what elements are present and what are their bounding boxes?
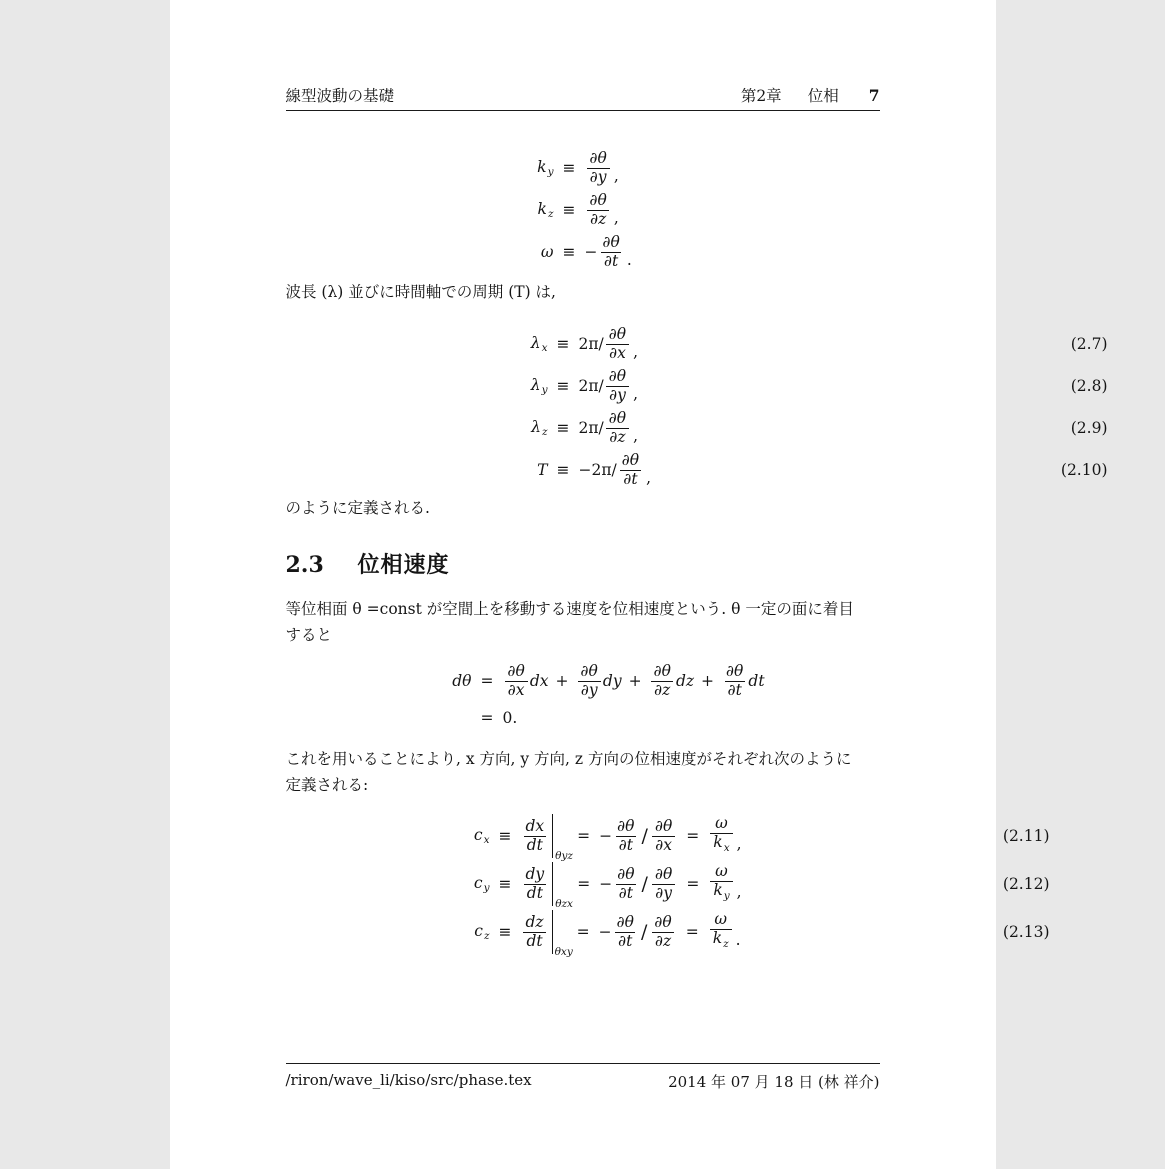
math-token: . (626, 251, 632, 269)
fraction: $\frac{\partial\theta}{\partial x}$ (606, 326, 629, 363)
paragraph-using-this (286, 746, 880, 798)
math-token: dz (675, 672, 695, 690)
fraction: $\frac{\partial\theta}{\partial t}$ (602, 233, 620, 270)
equation-total-differential (286, 658, 880, 732)
equation-row (514, 449, 1108, 491)
fraction: $\frac{dx}{dt}$ (525, 817, 545, 854)
equation-lhs (520, 158, 554, 179)
evaluated-at-bar: θxy (552, 910, 568, 954)
equation-number: (2.12) (1002, 875, 1050, 893)
text-line: 波長 (λ) 並びに時間軸での周期 (T) は, (285, 283, 556, 301)
paragraph-wavelength-intro (286, 279, 880, 305)
math-token: 2π/ (578, 377, 604, 395)
math-token: 2π/ (578, 335, 604, 353)
math-token: 2π/ (578, 419, 604, 437)
math-token: ≡ (562, 243, 576, 261)
math-token: + (555, 672, 569, 690)
math-token: T (537, 461, 548, 479)
equation-row (438, 658, 880, 704)
text-line: 定義される: (285, 776, 369, 794)
header-right-group (741, 84, 880, 106)
section-number: 2.3 (285, 552, 324, 578)
math-token: dt (748, 672, 765, 690)
header-chapter: 第2章 (740, 87, 782, 105)
math-token: ≡ (556, 461, 570, 479)
fraction: $\frac{\partial\theta}{\partial x}$ (652, 818, 675, 855)
math-token: − (598, 923, 612, 941)
equation-lhs (456, 922, 490, 943)
equation-number: (2.7) (1070, 335, 1108, 353)
math-token: ≡ (556, 335, 570, 353)
equation-row (520, 189, 880, 231)
equation-lhs (520, 200, 554, 221)
text-line: これを用いることにより, x 方向, y 方向, z 方向の位相速度がそれぞれ次のように (285, 750, 852, 768)
equation-lhs (456, 874, 490, 895)
fraction: $\frac{\partial\theta}{\partial x}$ (505, 663, 528, 700)
document-page (170, 0, 1108, 1169)
fraction: $\frac{\partial\theta}{\partial t}$ (621, 451, 640, 488)
section-title: 位相速度 (357, 553, 450, 578)
equation-lhs (456, 826, 490, 847)
math-token: $c_x$ (473, 825, 490, 847)
math-token: . (735, 931, 741, 949)
math-token: ≡ (556, 377, 570, 395)
equation-number: (2.13) (1002, 923, 1050, 941)
equation-lhs (514, 376, 548, 397)
fraction: $\frac{\partial\theta}{\partial t}$ (726, 662, 744, 699)
equation-row (456, 812, 1050, 862)
header-book-title: 線型波動の基礎 (285, 87, 395, 105)
math-token: , (633, 385, 639, 403)
fraction: $\frac{\partial\theta}{\partial y}$ (578, 663, 601, 700)
footer-file-path: /riron/wave_li/kiso/src/phase.tex (285, 1071, 532, 1089)
equation-row (514, 323, 1108, 365)
equation-number: (2.8) (1070, 377, 1108, 395)
math-token: ω (540, 243, 554, 261)
page-header (286, 0, 880, 111)
equation-row (514, 407, 1108, 449)
math-token: , (646, 469, 652, 487)
equation-row (514, 365, 1108, 407)
equation-row (438, 704, 880, 732)
equation-row (520, 231, 880, 273)
text-line: すると (285, 626, 333, 644)
equation-row (456, 860, 1050, 910)
fraction: $\frac{\partial\theta}{\partial z}$ (606, 410, 629, 447)
fraction: $\frac{\omega}{k_y}$ (710, 863, 732, 906)
fraction: $\frac{\partial\theta}{\partial z}$ (587, 192, 610, 229)
equation-row (520, 147, 880, 189)
paragraph-defined-outro (286, 495, 880, 521)
fraction: $\frac{\partial\theta}{\partial t}$ (616, 913, 634, 950)
math-token: $c_y$ (473, 873, 490, 895)
math-token: , (633, 343, 639, 361)
math-token: , (613, 209, 619, 227)
math-token: ≡ (556, 419, 570, 437)
math-token: −2π/ (578, 461, 617, 479)
math-token: $k_z$ (537, 199, 554, 221)
text-line: のように定義される. (285, 499, 430, 517)
equation-lhs (514, 418, 548, 439)
math-token: $k_y$ (537, 157, 554, 179)
page-content (285, 0, 1108, 958)
equation-row (456, 908, 1050, 958)
math-token: − (599, 875, 613, 893)
math-token: ≡ (498, 827, 512, 845)
equation-number: (2.10) (1060, 461, 1108, 479)
paragraph-phase-velocity (286, 596, 880, 648)
math-token: = (686, 827, 700, 845)
math-token: , (613, 167, 619, 185)
math-token: 0. (502, 709, 518, 727)
math-token: / (641, 825, 648, 847)
math-token: / (640, 921, 648, 943)
math-token: = (686, 875, 700, 893)
math-token: dθ (452, 672, 472, 690)
fraction: $\frac{\omega}{k_z}$ (710, 911, 732, 954)
footer-date: 2014 年 07 月 18 日 (林 祥介) (668, 1073, 880, 1091)
math-token: + (628, 672, 642, 690)
equation-lhs (514, 334, 548, 355)
math-token: = (685, 923, 699, 941)
math-token: ≡ (498, 875, 512, 893)
equation-lhs (520, 243, 554, 261)
page-footer (286, 1063, 880, 1092)
section-heading (286, 551, 880, 580)
math-token: , (633, 427, 639, 445)
math-token: = (577, 875, 591, 893)
fraction: $\frac{\partial\theta}{\partial z}$ (651, 663, 674, 700)
math-token: = (576, 923, 590, 941)
math-token: , (736, 835, 742, 853)
math-token: $\lambda_y$ (530, 375, 548, 397)
math-token: ≡ (562, 159, 576, 177)
header-page-number: 7 (868, 86, 880, 105)
math-token: + (701, 672, 715, 690)
fraction: $\frac{\partial\theta}{\partial t}$ (617, 817, 635, 854)
equation-number: (2.11) (1002, 827, 1050, 845)
equations-wavenumber-definitions (286, 147, 880, 273)
text-line: 等位相面 θ =const が空間上を移動する速度を位相速度という. θ 一定の面に着目 (285, 600, 854, 618)
math-token: ≡ (498, 923, 512, 941)
math-token: = (577, 827, 591, 845)
fraction: $\frac{\omega}{k_x}$ (710, 815, 732, 858)
fraction: $\frac{\partial\theta}{\partial y}$ (587, 150, 610, 187)
evaluated-at-bar: θzx (552, 862, 568, 906)
math-token: $c_z$ (474, 921, 490, 943)
math-token: / (641, 873, 648, 895)
fraction: $\frac{\partial\theta}{\partial y}$ (652, 866, 675, 903)
math-token: = (480, 672, 494, 690)
math-token: $\lambda_x$ (530, 333, 548, 355)
equations-wavelength-period-definitions (286, 323, 1108, 491)
equations-phase-speed-definitions (286, 812, 1050, 958)
fraction: $\frac{\partial\theta}{\partial y}$ (606, 368, 629, 405)
math-token: $\lambda_z$ (531, 417, 548, 439)
math-token: , (736, 883, 742, 901)
math-token: − (599, 827, 613, 845)
math-token: ≡ (562, 201, 576, 219)
equation-number: (2.9) (1070, 419, 1108, 437)
fraction: $\frac{dy}{dt}$ (525, 865, 545, 902)
math-token: dx (529, 672, 549, 690)
fraction: $\frac{\partial\theta}{\partial z}$ (651, 914, 674, 951)
fraction: $\frac{dz}{dt}$ (523, 914, 547, 951)
header-section-title: 位相 (807, 87, 839, 105)
equation-lhs (514, 461, 548, 479)
math-token: = (480, 709, 494, 727)
equation-lhs (438, 672, 472, 690)
fraction: $\frac{\partial\theta}{\partial t}$ (617, 865, 635, 902)
math-token: − (584, 243, 598, 261)
math-token: dy (602, 672, 622, 690)
evaluated-at-bar: θyz (552, 814, 568, 858)
